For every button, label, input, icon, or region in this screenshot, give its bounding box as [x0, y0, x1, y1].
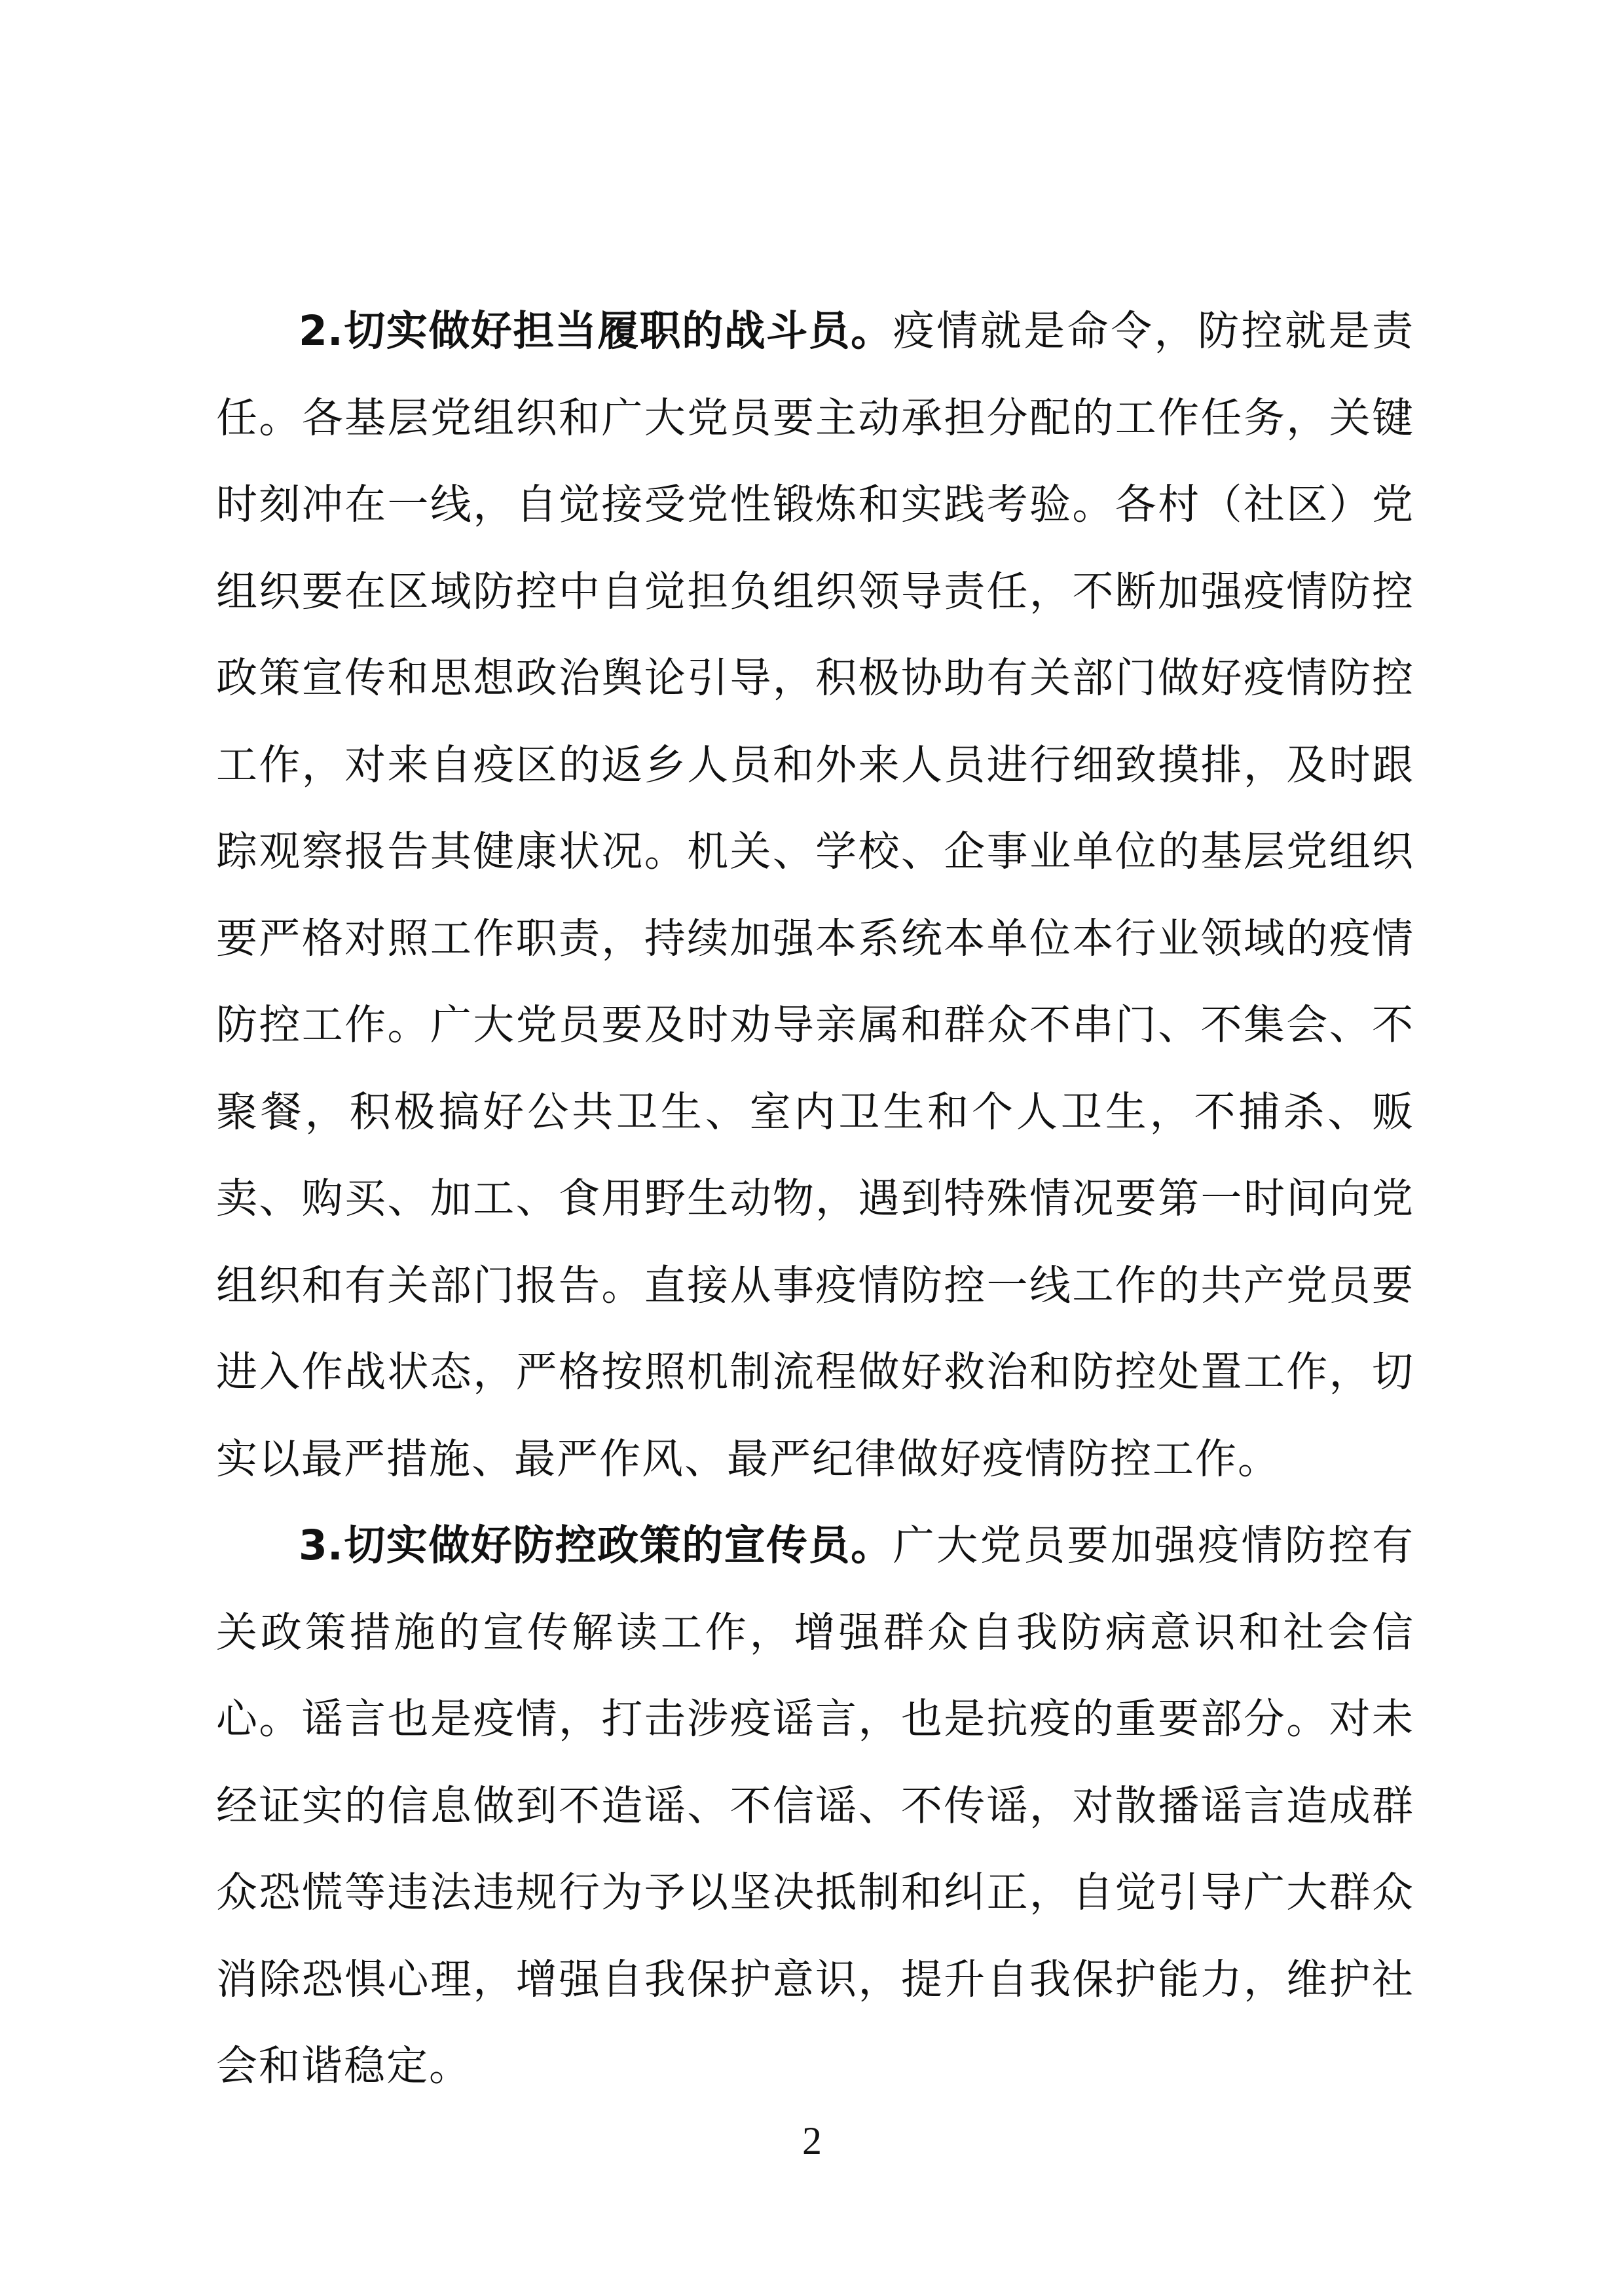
paragraph-3 [216, 1503, 1414, 2110]
paragraph-2-body: 疫情就是命令，防控就是责任。各基层党组织和广大党员要主动承担分配的工作任务，关键时刻冲在一线，自觉接受党性锻炼和实践考验。各村（社区）党组织要在区域防控中自觉担负组织领导责任，不断加强疫情防控政策宣传和思想政治舆论引导，积极协助有关部门做好疫情防控工作，对来自疫区的返乡人员和外来人员进行细致摸排，及时跟踪观察报告其健康状况。机关、学校、企事业单位的基层党组织要严格对照工作职责，持续加强本系统本单位本行业领域的疫情防控工作。广大党员要及时劝导亲属和群众不串门、不集会、不聚餐，积极搞好公共卫生、室内卫生和个人卫生，不捕杀、贩卖、购买、加工、食用野生动物，遇到特殊情况要第一时间向党组织和有关部门报告。直接从事疫情防控一线工作的共产党员要进入作战状态，严格按照机制流程做好救治和防控处置工作，切实以最严措施、最严作风、最严纪律做好疫情防控工作。 [216, 307, 1415, 1483]
body-text [216, 288, 1414, 2110]
page-number: 2 [802, 2119, 822, 2162]
paragraph-3-body: 广大党员要加强疫情防控有关政策措施的宣传解读工作，增强群众自我防病意识和社会信心。谣言也是疫情，打击涉疫谣言，也是抗疫的重要部分。对未经证实的信息做到不造谣、不信谣、不传谣，对散播谣言造成群众恐慌等违法违规行为予以坚决抵制和纠正，自觉引导广大群众消除恐惧心理，增强自我保护意识，提升自我保护能力，维护社会和谐稳定。 [216, 1522, 1415, 2090]
paragraph-3-heading: 3.切实做好防控政策的宣传员。 [299, 1522, 893, 1569]
paragraph-2-heading: 2.切实做好担当履职的战斗员。 [299, 307, 893, 355]
paragraph-2 [216, 288, 1414, 1503]
